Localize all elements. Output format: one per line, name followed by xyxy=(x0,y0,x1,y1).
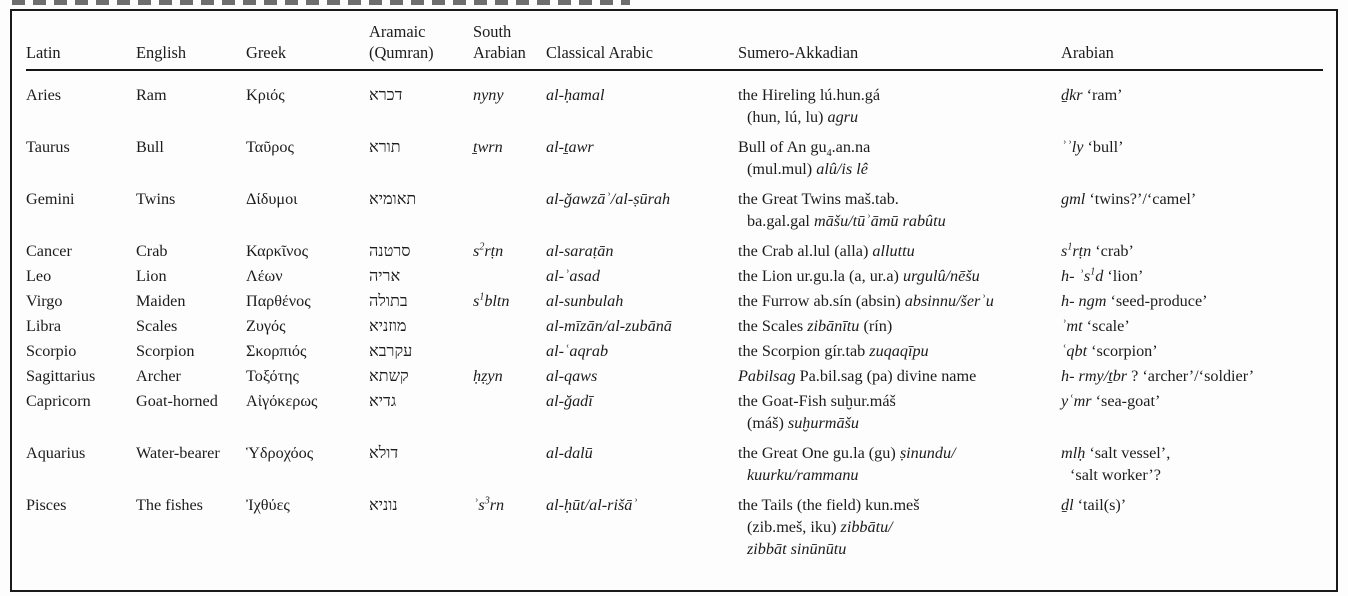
cell-greek: Δίδυμοι xyxy=(246,190,298,208)
cell-south_arabian: nyny xyxy=(473,86,504,104)
cell-english: Maiden xyxy=(136,292,186,310)
column-header-greek: Greek xyxy=(246,43,287,62)
cell-latin: Taurus xyxy=(26,138,70,156)
cell-south_arabian xyxy=(473,265,546,287)
cell-classical_arabic: al-mīzān/al-zubānā xyxy=(546,317,672,335)
table-row xyxy=(26,136,1336,180)
cropped-caption-fragment xyxy=(12,0,630,5)
cell-arabian: h- rmy/ṯbr ? ‘archer’/‘soldier’ xyxy=(1061,367,1255,385)
table-row xyxy=(26,315,1336,337)
cell-arabian: h- ngm ‘seed-produce’ xyxy=(1061,292,1208,310)
cell-sumero_akkadian: the Great Twins maš.tab. ba.gal.gal māšu/tūʾāmū rabûtu xyxy=(738,190,946,230)
cell-south_arabian xyxy=(473,315,546,337)
cell-sumero_akkadian: the Goat-Fish suḫur.máš (máš) suḫurmāšu xyxy=(738,392,896,432)
cell-sumero_akkadian: Bull of An $gu_4.an.na$ (mul.mul) alû/is lê xyxy=(738,138,871,178)
cell-latin: Sagittarius xyxy=(26,367,96,385)
cell-south_arabian: ṯwrn xyxy=(473,138,503,156)
cell-english: Goat-horned xyxy=(136,392,218,410)
cell-classical_arabic: al-ʾasad xyxy=(546,267,600,285)
cell-english: Lion xyxy=(136,267,167,285)
cell-sumero_akkadian: the Scales zibānītu (rín) xyxy=(738,317,893,335)
cell-arabian: ḏkr ‘ram’ xyxy=(1061,86,1123,104)
cell-aramaic: דכרא xyxy=(369,86,403,104)
cell-aramaic: אריה xyxy=(369,267,401,285)
cell-south_arabian xyxy=(473,188,546,232)
cell-arabian: ʾmt ‘scale’ xyxy=(1061,317,1130,335)
table-row xyxy=(26,265,1336,287)
cell-latin: Leo xyxy=(26,267,52,285)
table-row xyxy=(26,340,1336,362)
cell-aramaic: סרטנה xyxy=(369,242,411,260)
cell-south_arabian: $s^1bltn$ xyxy=(473,291,510,310)
table-row xyxy=(26,84,1336,128)
cell-english: Water-bearer xyxy=(136,444,220,462)
cell-latin: Virgo xyxy=(26,292,63,310)
cell-south_arabian: $s^2rṭn$ xyxy=(473,241,504,260)
cell-aramaic: תורא xyxy=(369,138,401,156)
cell-aramaic: עקרבא xyxy=(369,342,413,360)
cell-sumero_akkadian: the Hireling lú.hun.gá (hun, lú, lu) agru xyxy=(738,86,881,126)
cell-latin: Aries xyxy=(26,86,62,104)
cell-south_arabian xyxy=(473,340,546,362)
table-row xyxy=(26,188,1336,232)
cell-sumero_akkadian: the Crab al.lul (alla) alluttu xyxy=(738,242,915,260)
cell-classical_arabic: al-ḥūt/al-rišāʾ xyxy=(546,496,638,514)
cell-arabian: mlḥ ‘salt vessel’, ‘salt worker’? xyxy=(1061,444,1171,484)
cell-greek: Καρκῖνος xyxy=(246,242,308,260)
cell-classical_arabic: al-ṯawr xyxy=(546,138,594,156)
column-header-classical_arabic: Classical Arabic xyxy=(546,43,653,62)
cell-south_arabian xyxy=(473,442,546,486)
cell-english: Scorpion xyxy=(136,342,195,360)
cell-english: Ram xyxy=(136,86,167,104)
table-row xyxy=(26,290,1336,312)
cell-english: Bull xyxy=(136,138,164,156)
cell-latin: Capricorn xyxy=(26,392,91,410)
cell-greek: Τοξότης xyxy=(246,367,299,385)
cell-english: Archer xyxy=(136,367,181,385)
cell-latin: Cancer xyxy=(26,242,72,260)
cell-classical_arabic: al-ğadī xyxy=(546,392,593,410)
cell-sumero_akkadian: the Scorpion gír.tab zuqaqīpu xyxy=(738,342,929,360)
cell-classical_arabic: al-dalū xyxy=(546,444,593,462)
cell-aramaic: קשתא xyxy=(369,367,409,385)
cell-english: The fishes xyxy=(136,496,203,514)
cell-greek: Κριός xyxy=(246,86,285,104)
cell-latin: Pisces xyxy=(26,496,67,514)
zodiac-table xyxy=(26,71,1336,560)
cell-arabian: gml ‘twins?’/‘camel’ xyxy=(1061,190,1197,208)
table-row xyxy=(26,442,1336,486)
cell-latin: Gemini xyxy=(26,190,75,208)
cell-sumero_akkadian: the Tails (the field) kun.meš (zib.meš, iku) zibbātu/ zibbāt sinūnūtu xyxy=(738,496,920,558)
column-header-english: English xyxy=(136,43,187,62)
cell-greek: Ζυγός xyxy=(246,317,286,335)
cell-latin: Aquarius xyxy=(26,444,86,462)
cell-classical_arabic: al-qaws xyxy=(546,367,598,385)
cell-latin: Libra xyxy=(26,317,62,335)
cell-greek: Ὑδροχόος xyxy=(246,444,314,462)
cell-sumero_akkadian: the Lion ur.gu.la (a, ur.a) urgulû/nēšu xyxy=(738,267,980,285)
cell-sumero_akkadian: the Furrow ab.sín (absin) absinnu/šerʾu xyxy=(738,292,994,310)
table-row xyxy=(26,390,1336,434)
table-row xyxy=(26,365,1336,387)
cell-greek: Ἰχθύες xyxy=(246,496,290,514)
table-frame xyxy=(10,9,1338,592)
cell-classical_arabic: al-saraṭān xyxy=(546,242,614,260)
cell-arabian: ḏl ‘tail(s)’ xyxy=(1061,496,1127,514)
cell-aramaic: בתולה xyxy=(369,292,408,310)
cell-arabian: ʿqbt ‘scorpion’ xyxy=(1061,342,1158,360)
cell-classical_arabic: al-sunbulah xyxy=(546,292,624,310)
column-header-latin: Latin xyxy=(26,43,61,62)
cell-south_arabian: ḥẓyn xyxy=(473,367,503,385)
cell-arabian: $s^1rṭn$ ‘crab’ xyxy=(1061,241,1134,260)
cell-classical_arabic: al-ḥamal xyxy=(546,86,605,104)
cell-sumero_akkadian: Pabilsag Pa.bil.sag (pa) divine name xyxy=(738,367,977,385)
cell-aramaic: תאומיא xyxy=(369,190,417,208)
column-header-south_arabian: South Arabian xyxy=(473,22,526,62)
cell-greek: Ταῦρος xyxy=(246,138,294,156)
cell-greek: Σκορπιός xyxy=(246,342,307,360)
cell-english: Scales xyxy=(136,317,178,335)
cell-greek: Λέων xyxy=(246,267,283,285)
cell-english: Twins xyxy=(136,190,176,208)
cell-aramaic: דולא xyxy=(369,444,399,462)
column-header-sumero_akkadian: Sumero-Akkadian xyxy=(738,43,859,62)
column-header-arabian: Arabian xyxy=(1061,43,1114,62)
table-row xyxy=(26,240,1336,262)
cell-aramaic: מוזניא xyxy=(369,317,407,335)
cell-english: Crab xyxy=(136,242,168,260)
column-header-aramaic: Aramaic (Qumran) xyxy=(369,22,434,62)
cell-latin: Scorpio xyxy=(26,342,77,360)
cell-aramaic: נוניא xyxy=(369,496,398,514)
cell-classical_arabic: al-ʿaqrab xyxy=(546,342,609,360)
cell-arabian: ʾʾly ‘bull’ xyxy=(1061,138,1124,156)
table-header-row xyxy=(26,11,1336,63)
cell-classical_arabic: al-ğawzāʾ/al-ṣūrah xyxy=(546,190,671,208)
cell-south_arabian xyxy=(473,390,546,434)
cell-south_arabian: ʾs$^3$rn xyxy=(473,495,505,514)
cell-aramaic: גדיא xyxy=(369,392,397,410)
cell-greek: Αἰγόκερως xyxy=(246,392,318,410)
cell-arabian: yʿmr ‘sea-goat’ xyxy=(1061,392,1161,410)
table-row xyxy=(26,494,1336,560)
cell-greek: Παρθένος xyxy=(246,292,311,310)
cell-sumero_akkadian: the Great One gu.la (gu) ṣinundu/ kuurku/rammanu xyxy=(738,444,956,484)
cell-arabian: h- ʾs$^1$d ‘lion’ xyxy=(1061,266,1144,285)
